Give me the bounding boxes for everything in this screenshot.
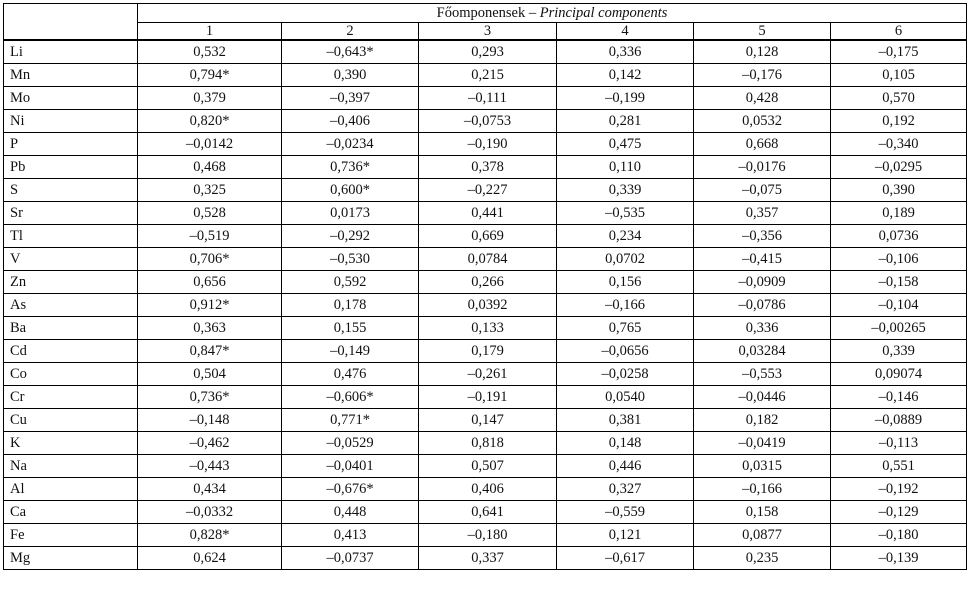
loading-value-cell: 0,468	[138, 156, 282, 179]
loading-value-cell: 0,234	[557, 225, 694, 248]
loading-value-cell: 0,339	[831, 340, 967, 363]
element-label: Pb	[4, 156, 138, 179]
loading-value-cell: 0,381	[557, 409, 694, 432]
element-label: Al	[4, 478, 138, 501]
element-label: Co	[4, 363, 138, 386]
loading-value-cell: 0,592	[282, 271, 419, 294]
loading-value-cell: –0,0142	[138, 133, 282, 156]
loading-value-cell: 0,03284	[694, 340, 831, 363]
element-label: Zn	[4, 271, 138, 294]
header-row-group	[4, 4, 967, 23]
loading-value-cell: –0,0529	[282, 432, 419, 455]
loading-value-cell: –0,0786	[694, 294, 831, 317]
loading-value-cell: –0,415	[694, 248, 831, 271]
loading-value-cell: 0,189	[831, 202, 967, 225]
loading-value-cell: 0,192	[831, 110, 967, 133]
table-body	[4, 40, 967, 570]
loading-value-cell: 0,0392	[419, 294, 557, 317]
table-row	[4, 202, 967, 225]
loading-value-cell: –0,104	[831, 294, 967, 317]
loading-value-cell: –0,261	[419, 363, 557, 386]
loading-value-cell: –0,106	[831, 248, 967, 271]
table-row	[4, 133, 967, 156]
table-row	[4, 271, 967, 294]
table-row	[4, 547, 967, 570]
loading-value-cell: 0,0702	[557, 248, 694, 271]
column-header: 6	[831, 23, 967, 41]
element-label: Ba	[4, 317, 138, 340]
loading-value-cell: 0,336	[557, 40, 694, 64]
element-label: K	[4, 432, 138, 455]
loading-value-cell: 0,128	[694, 40, 831, 64]
loading-value-cell: –0,406	[282, 110, 419, 133]
group-header	[138, 4, 967, 23]
column-header: 2	[282, 23, 419, 41]
element-label: Tl	[4, 225, 138, 248]
element-label: Mo	[4, 87, 138, 110]
loading-value-cell: –0,0401	[282, 455, 419, 478]
loading-value-cell: –0,535	[557, 202, 694, 225]
loading-value-cell: 0,912*	[138, 294, 282, 317]
header-row-columns	[4, 23, 967, 41]
loading-value-cell: 0,446	[557, 455, 694, 478]
loading-value-cell: 0,155	[282, 317, 419, 340]
element-label: Li	[4, 40, 138, 64]
loading-value-cell: –0,0909	[694, 271, 831, 294]
loading-value-cell: 0,182	[694, 409, 831, 432]
loading-value-cell: –0,227	[419, 179, 557, 202]
loading-value-cell: 0,0784	[419, 248, 557, 271]
loading-value-cell: 0,476	[282, 363, 419, 386]
loading-value-cell: –0,462	[138, 432, 282, 455]
loading-value-cell: 0,357	[694, 202, 831, 225]
loading-value-cell: 0,147	[419, 409, 557, 432]
loading-value-cell: 0,656	[138, 271, 282, 294]
loading-value-cell: –0,0737	[282, 547, 419, 570]
element-label: Ca	[4, 501, 138, 524]
loading-value-cell: 0,532	[138, 40, 282, 64]
table-row	[4, 363, 967, 386]
table-row	[4, 179, 967, 202]
element-label: Mn	[4, 64, 138, 87]
loading-value-cell: 0,379	[138, 87, 282, 110]
loading-value-cell: 0,363	[138, 317, 282, 340]
loading-value-cell: –0,0295	[831, 156, 967, 179]
loading-value-cell: –0,199	[557, 87, 694, 110]
loading-value-cell: –0,166	[694, 478, 831, 501]
loading-value-cell: –0,00265	[831, 317, 967, 340]
loading-value-cell: –0,443	[138, 455, 282, 478]
loading-value-cell: –0,129	[831, 501, 967, 524]
loading-value-cell: 0,669	[419, 225, 557, 248]
loading-value-cell: 0,551	[831, 455, 967, 478]
loading-value-cell: 0,156	[557, 271, 694, 294]
loading-value-cell: –0,356	[694, 225, 831, 248]
loading-value-cell: –0,075	[694, 179, 831, 202]
loading-value-cell: 0,337	[419, 547, 557, 570]
loading-value-cell: –0,191	[419, 386, 557, 409]
loading-value-cell: 0,475	[557, 133, 694, 156]
loading-value-cell: 0,0173	[282, 202, 419, 225]
loading-value-cell: 0,794*	[138, 64, 282, 87]
corner-cell	[4, 4, 138, 41]
loading-value-cell: 0,0736	[831, 225, 967, 248]
loading-value-cell: 0,121	[557, 524, 694, 547]
loading-value-cell: –0,559	[557, 501, 694, 524]
loading-value-cell: 0,325	[138, 179, 282, 202]
loading-value-cell: 0,142	[557, 64, 694, 87]
loading-value-cell: 0,0532	[694, 110, 831, 133]
loading-value-cell: –0,176	[694, 64, 831, 87]
loading-value-cell: 0,235	[694, 547, 831, 570]
column-header: 5	[694, 23, 831, 41]
table-row	[4, 478, 967, 501]
loading-value-cell: –0,192	[831, 478, 967, 501]
loading-value-cell: –0,606*	[282, 386, 419, 409]
loading-value-cell: 0,336	[694, 317, 831, 340]
loading-value-cell: –0,0332	[138, 501, 282, 524]
loading-value-cell: 0,818	[419, 432, 557, 455]
loading-value-cell: 0,504	[138, 363, 282, 386]
loading-value-cell: –0,175	[831, 40, 967, 64]
loading-value-cell: 0,179	[419, 340, 557, 363]
column-header: 1	[138, 23, 282, 41]
table-row	[4, 110, 967, 133]
element-label: Sr	[4, 202, 138, 225]
table-row	[4, 248, 967, 271]
loading-value-cell: 0,378	[419, 156, 557, 179]
table-row	[4, 64, 967, 87]
loading-value-cell: 0,133	[419, 317, 557, 340]
loading-value-cell: 0,105	[831, 64, 967, 87]
loading-value-cell: 0,828*	[138, 524, 282, 547]
element-label: S	[4, 179, 138, 202]
loading-value-cell: 0,624	[138, 547, 282, 570]
loading-value-cell: 0,158	[694, 501, 831, 524]
group-title-english: Principal components	[539, 5, 668, 21]
loading-value-cell: 0,668	[694, 133, 831, 156]
loading-value-cell: 0,215	[419, 64, 557, 87]
loading-value-cell: –0,0258	[557, 363, 694, 386]
loading-value-cell: 0,293	[419, 40, 557, 64]
element-label: Cu	[4, 409, 138, 432]
loading-value-cell: 0,820*	[138, 110, 282, 133]
loading-value-cell: 0,641	[419, 501, 557, 524]
table-row	[4, 156, 967, 179]
loading-value-cell: 0,390	[831, 179, 967, 202]
table-row	[4, 524, 967, 547]
loading-value-cell: –0,397	[282, 87, 419, 110]
loading-value-cell: 0,148	[557, 432, 694, 455]
loading-value-cell: –0,180	[419, 524, 557, 547]
loading-value-cell: –0,292	[282, 225, 419, 248]
loading-value-cell: 0,0315	[694, 455, 831, 478]
loading-value-cell: 0,507	[419, 455, 557, 478]
loading-value-cell: 0,736*	[138, 386, 282, 409]
loading-value-cell: –0,148	[138, 409, 282, 432]
table-row	[4, 386, 967, 409]
loading-value-cell: 0,434	[138, 478, 282, 501]
element-label: Fe	[4, 524, 138, 547]
loading-value-cell: –0,139	[831, 547, 967, 570]
loading-value-cell: 0,413	[282, 524, 419, 547]
loading-value-cell: –0,0656	[557, 340, 694, 363]
loading-value-cell: –0,676*	[282, 478, 419, 501]
loading-value-cell: –0,0753	[419, 110, 557, 133]
table-row	[4, 455, 967, 478]
loading-value-cell: –0,0419	[694, 432, 831, 455]
loading-value-cell: 0,327	[557, 478, 694, 501]
loading-value-cell: –0,617	[557, 547, 694, 570]
element-label: As	[4, 294, 138, 317]
column-header: 3	[419, 23, 557, 41]
loading-value-cell: 0,600*	[282, 179, 419, 202]
table-row	[4, 340, 967, 363]
element-label: Na	[4, 455, 138, 478]
table-row	[4, 501, 967, 524]
loading-value-cell: 0,428	[694, 87, 831, 110]
loading-value-cell: 0,441	[419, 202, 557, 225]
loading-value-cell: 0,706*	[138, 248, 282, 271]
loading-value-cell: 0,448	[282, 501, 419, 524]
loading-value-cell: –0,166	[557, 294, 694, 317]
group-title-hungarian: Főomponensek –	[436, 5, 537, 21]
loading-value-cell: –0,340	[831, 133, 967, 156]
loading-value-cell: 0,0877	[694, 524, 831, 547]
loading-value-cell: 0,339	[557, 179, 694, 202]
loading-value-cell: 0,771*	[282, 409, 419, 432]
table-row	[4, 409, 967, 432]
principal-components-table-container	[3, 3, 966, 570]
loading-value-cell: –0,553	[694, 363, 831, 386]
loading-value-cell: 0,570	[831, 87, 967, 110]
element-label: Cd	[4, 340, 138, 363]
loading-value-cell: –0,519	[138, 225, 282, 248]
element-label: V	[4, 248, 138, 271]
loading-value-cell: –0,158	[831, 271, 967, 294]
table-row	[4, 294, 967, 317]
loading-value-cell: –0,113	[831, 432, 967, 455]
table-row	[4, 87, 967, 110]
column-header: 4	[557, 23, 694, 41]
loading-value-cell: –0,0176	[694, 156, 831, 179]
loading-value-cell: –0,0446	[694, 386, 831, 409]
loading-value-cell: –0,146	[831, 386, 967, 409]
loading-value-cell: 0,0540	[557, 386, 694, 409]
loading-value-cell: –0,190	[419, 133, 557, 156]
loading-value-cell: –0,0234	[282, 133, 419, 156]
loading-value-cell: 0,110	[557, 156, 694, 179]
loading-value-cell: 0,736*	[282, 156, 419, 179]
loading-value-cell: –0,111	[419, 87, 557, 110]
loading-value-cell: 0,406	[419, 478, 557, 501]
loading-value-cell: 0,390	[282, 64, 419, 87]
loading-value-cell: 0,09074	[831, 363, 967, 386]
loading-value-cell: 0,847*	[138, 340, 282, 363]
loading-value-cell: 0,528	[138, 202, 282, 225]
element-label: P	[4, 133, 138, 156]
table-row	[4, 432, 967, 455]
loading-value-cell: 0,765	[557, 317, 694, 340]
table-row	[4, 225, 967, 248]
loading-value-cell: –0,643*	[282, 40, 419, 64]
element-label: Mg	[4, 547, 138, 570]
loading-value-cell: 0,266	[419, 271, 557, 294]
loading-value-cell: 0,178	[282, 294, 419, 317]
element-label: Cr	[4, 386, 138, 409]
loading-value-cell: –0,530	[282, 248, 419, 271]
loading-value-cell: –0,180	[831, 524, 967, 547]
loading-value-cell: –0,0889	[831, 409, 967, 432]
loading-value-cell: –0,149	[282, 340, 419, 363]
table-row	[4, 40, 967, 64]
loading-value-cell: 0,281	[557, 110, 694, 133]
principal-components-table	[3, 3, 967, 570]
table-row	[4, 317, 967, 340]
element-label: Ni	[4, 110, 138, 133]
